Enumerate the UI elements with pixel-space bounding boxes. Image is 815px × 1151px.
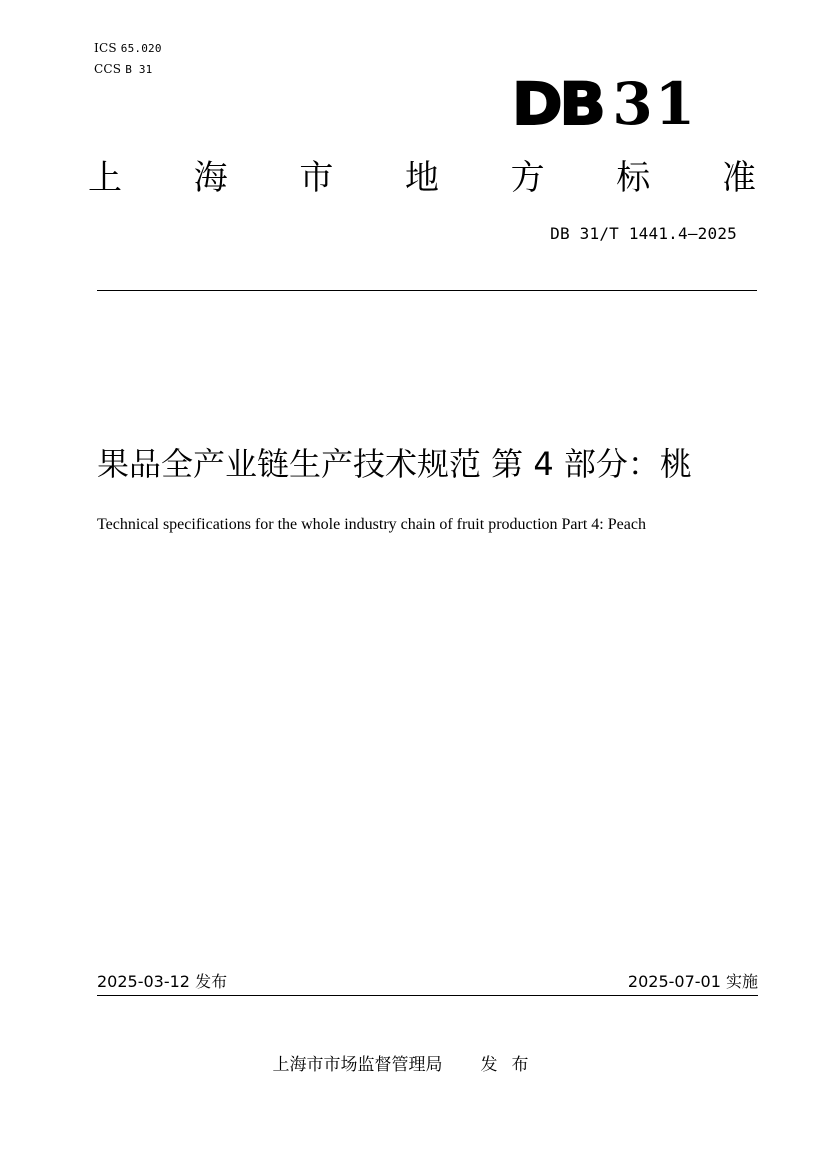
ics-classification — [94, 41, 162, 56]
footer-divider — [97, 995, 758, 996]
logo-db-text: DB — [512, 70, 603, 138]
standard-type-char: 标 — [616, 158, 651, 198]
standard-type-char: 海 — [193, 158, 228, 198]
document-title-english: Technical specifications for the whole industry chain of fruit production Part 4: Peach — [97, 516, 646, 533]
implementation-date: 2025-07-01 实施 — [627, 972, 758, 991]
publisher-name: 上海市市场监督管理局 — [272, 1055, 443, 1075]
standard-number: DB 31/T 1441.4—2025 — [550, 224, 737, 243]
publisher-line — [0, 1054, 815, 1076]
standard-type-char: 方 — [510, 158, 545, 198]
db31-logo — [512, 70, 702, 138]
standard-type-char: 准 — [721, 158, 756, 198]
document-title-chinese: 果品全产业链生产技术规范 第 4 部分：桃 — [97, 445, 692, 483]
ics-label: ICS — [94, 41, 117, 55]
ccs-classification — [94, 62, 152, 77]
issue-date: 2025-03-12 发布 — [97, 972, 228, 991]
header-divider — [97, 290, 757, 291]
ccs-label: CCS — [94, 62, 122, 76]
standard-type-char: 上 — [88, 158, 122, 198]
ics-code: 65.020 — [120, 42, 162, 55]
ccs-code: B 31 — [125, 63, 153, 76]
publisher-action: 发布 — [480, 1055, 543, 1075]
standard-type-char: 市 — [299, 158, 334, 198]
standard-type-title — [88, 156, 756, 200]
logo-number-text: 31 — [612, 70, 698, 138]
standard-type-char: 地 — [404, 158, 439, 198]
